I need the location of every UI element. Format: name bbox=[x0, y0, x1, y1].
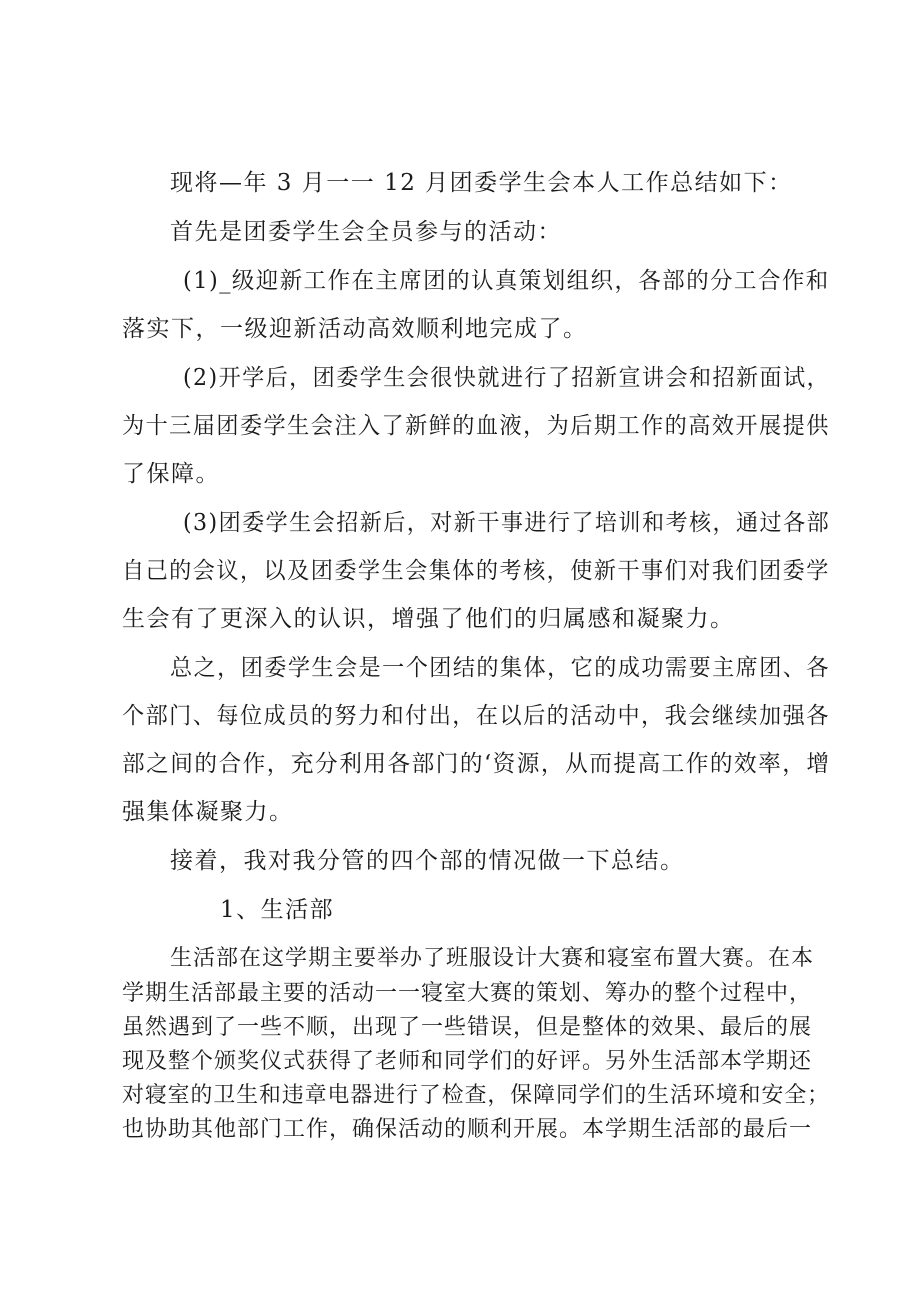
item-3-line-1: (3)团委学生会招新后，对新干事进行了培训和考核，通过各部 bbox=[183, 510, 831, 536]
paragraph-intro: 现将—年 3 月一一 12 月团委学生会本人工作总结如下： bbox=[170, 170, 793, 196]
section-heading-life-dept: 1、生活部 bbox=[220, 897, 335, 923]
item-2-line-1: (2)开学后，团委学生会很快就进行了招新宣讲会和招新面试， bbox=[183, 365, 831, 391]
paragraph-activities-heading: 首先是团委学生会全员参与的活动： bbox=[170, 219, 562, 245]
life-dept-line-4: 现及整个颁奖仪式获得了老师和同学们的好评。另外生活部本学期还 bbox=[122, 1049, 813, 1074]
life-dept-line-5: 对寝室的卫生和违章电器进行了检查，保障同学们的生活环境和安全； bbox=[122, 1083, 831, 1108]
item-3-line-3: 生会有了更深入的认识，增强了他们的归属感和凝聚力。 bbox=[122, 606, 735, 632]
item-2-line-2: 为十三届团委学生会注入了新鲜的血液，为后期工作的高效开展提供 bbox=[122, 413, 830, 439]
paragraph-next: 接着，我对我分管的四个部的情况做一下总结。 bbox=[170, 848, 685, 874]
life-dept-line-6: 也协助其他部门工作，确保活动的顺利开展。本学期生活部的最后一 bbox=[122, 1117, 813, 1142]
life-dept-line-1: 生活部在这学期主要举办了班服设计大赛和寝室布置大赛。在本 bbox=[170, 946, 815, 971]
summary-line-1: 总之，团委学生会是一个团结的集体，它的成功需要主席团、各 bbox=[170, 655, 830, 681]
item-2-line-3: 了保障。 bbox=[122, 461, 220, 487]
item-1-line-2: 落实下，一级迎新活动高效顺利地完成了。 bbox=[122, 316, 588, 342]
life-dept-line-3: 虽然遇到了一些不顺，出现了一些错误，但是整体的效果、最后的展 bbox=[122, 1015, 813, 1040]
item-3-line-2: 自己的会议，以及团委学生会集体的考核，使新干事们对我们团委学 bbox=[122, 558, 830, 584]
summary-line-4: 强集体凝聚力。 bbox=[122, 799, 294, 825]
summary-line-2: 个部门、每位成员的努力和付出，在以后的活动中，我会继续加强各 bbox=[122, 703, 830, 729]
life-dept-line-2: 学期生活部最主要的活动一一寝室大赛的策划、筹办的整个过程中， bbox=[122, 981, 813, 1006]
summary-line-3: 部之间的合作，充分利用各部门的‘资源，从而提高工作的效率，增 bbox=[122, 751, 831, 777]
item-1-line-1: (1)_级迎新工作在主席团的认真策划组织，各部的分工合作和 bbox=[183, 268, 830, 294]
